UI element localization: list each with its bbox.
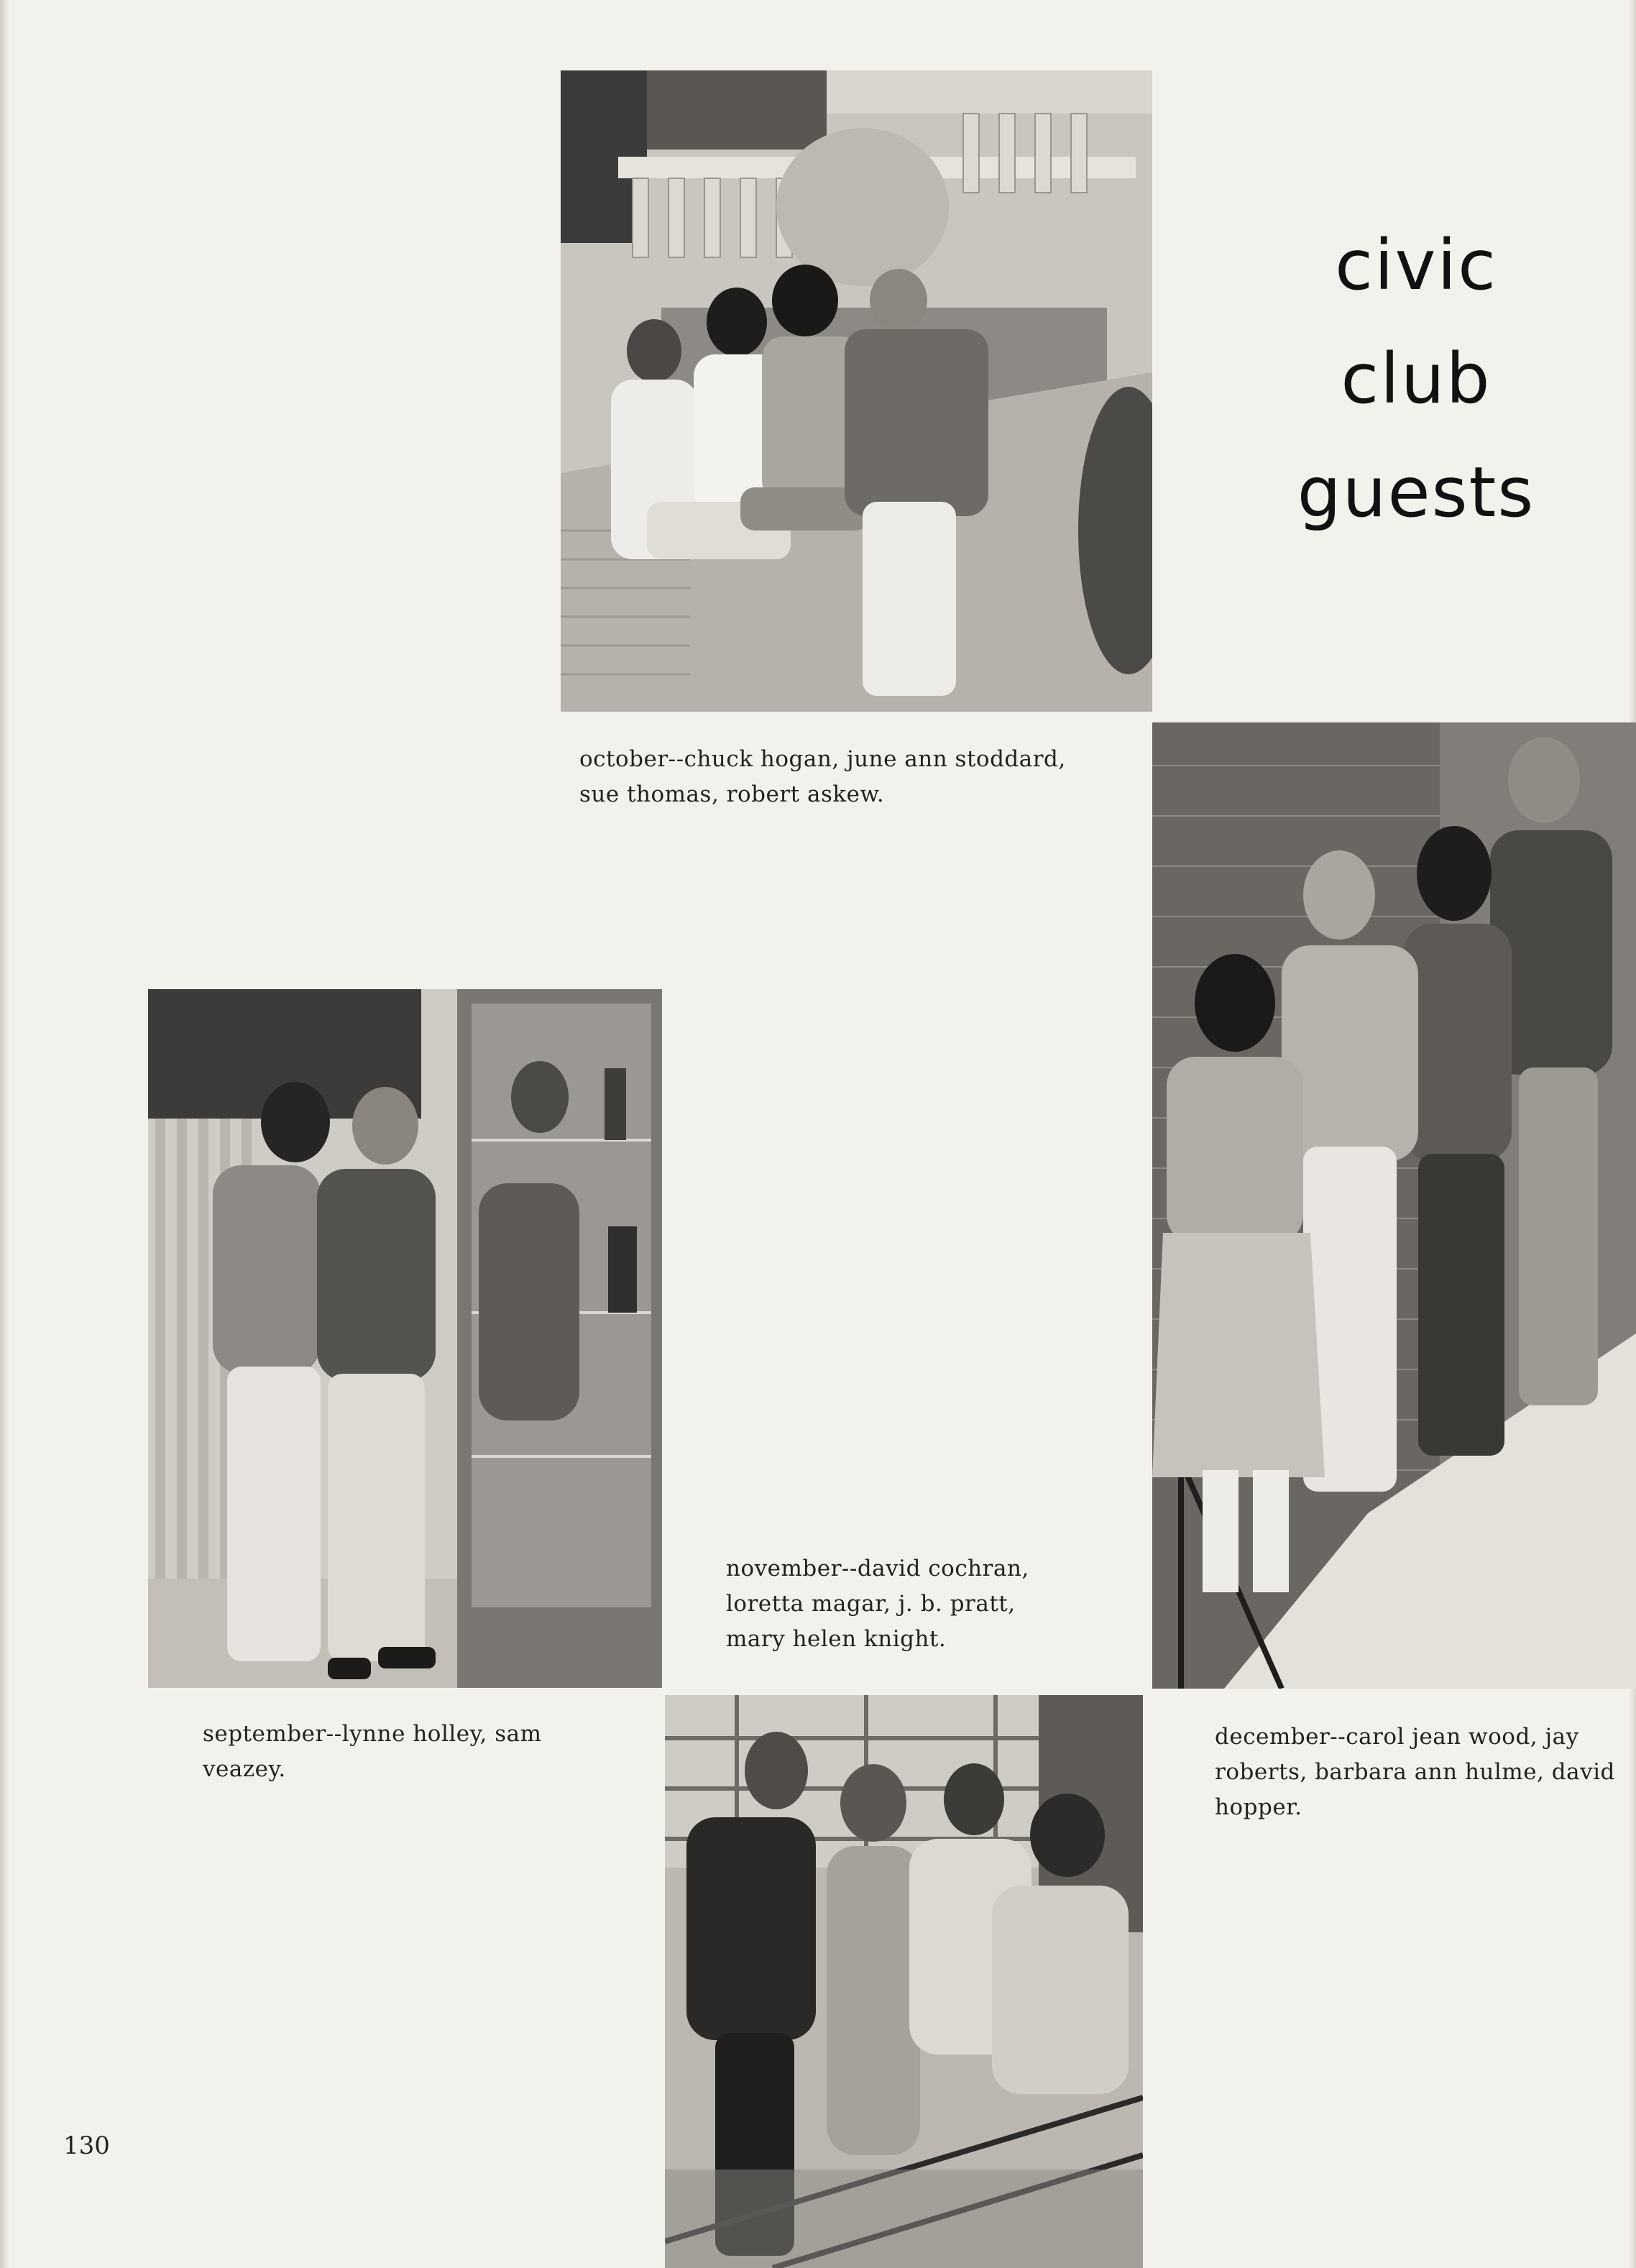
caption-october [579,742,1066,812]
caption-november-line-3: mary helen knight. [726,1626,947,1652]
caption-november-line-2: loretta magar, j. b. pratt, [726,1591,1016,1617]
caption-september [203,1717,542,1787]
title-line-civic: civic [1335,225,1497,306]
page-title [1287,208,1545,549]
photo-december-guests [1152,722,1636,1689]
page-binding-edge [0,0,10,2268]
caption-december [1215,1720,1615,1825]
caption-december-line-3: hopper. [1215,1794,1302,1820]
photo-october-guests [561,70,1152,712]
caption-november [726,1551,1029,1657]
caption-september-line-2: veazey. [203,1756,286,1782]
page-number: 130 [63,2131,110,2160]
caption-october-line-1: october--chuck hogan, june ann stoddard, [579,746,1066,772]
caption-october-line-2: sue thomas, robert askew. [579,781,885,807]
photo-september-guests [148,989,662,1688]
title-line-guests: guests [1297,452,1535,533]
title-line-club: club [1341,339,1492,419]
caption-december-line-2: roberts, barbara ann hulme, david [1215,1759,1615,1785]
photo-november-guests [665,1695,1143,2268]
caption-november-line-1: november--david cochran, [726,1556,1029,1581]
caption-september-line-1: september--lynne holley, sam [203,1721,542,1747]
caption-december-line-1: december--carol jean wood, jay [1215,1724,1579,1750]
